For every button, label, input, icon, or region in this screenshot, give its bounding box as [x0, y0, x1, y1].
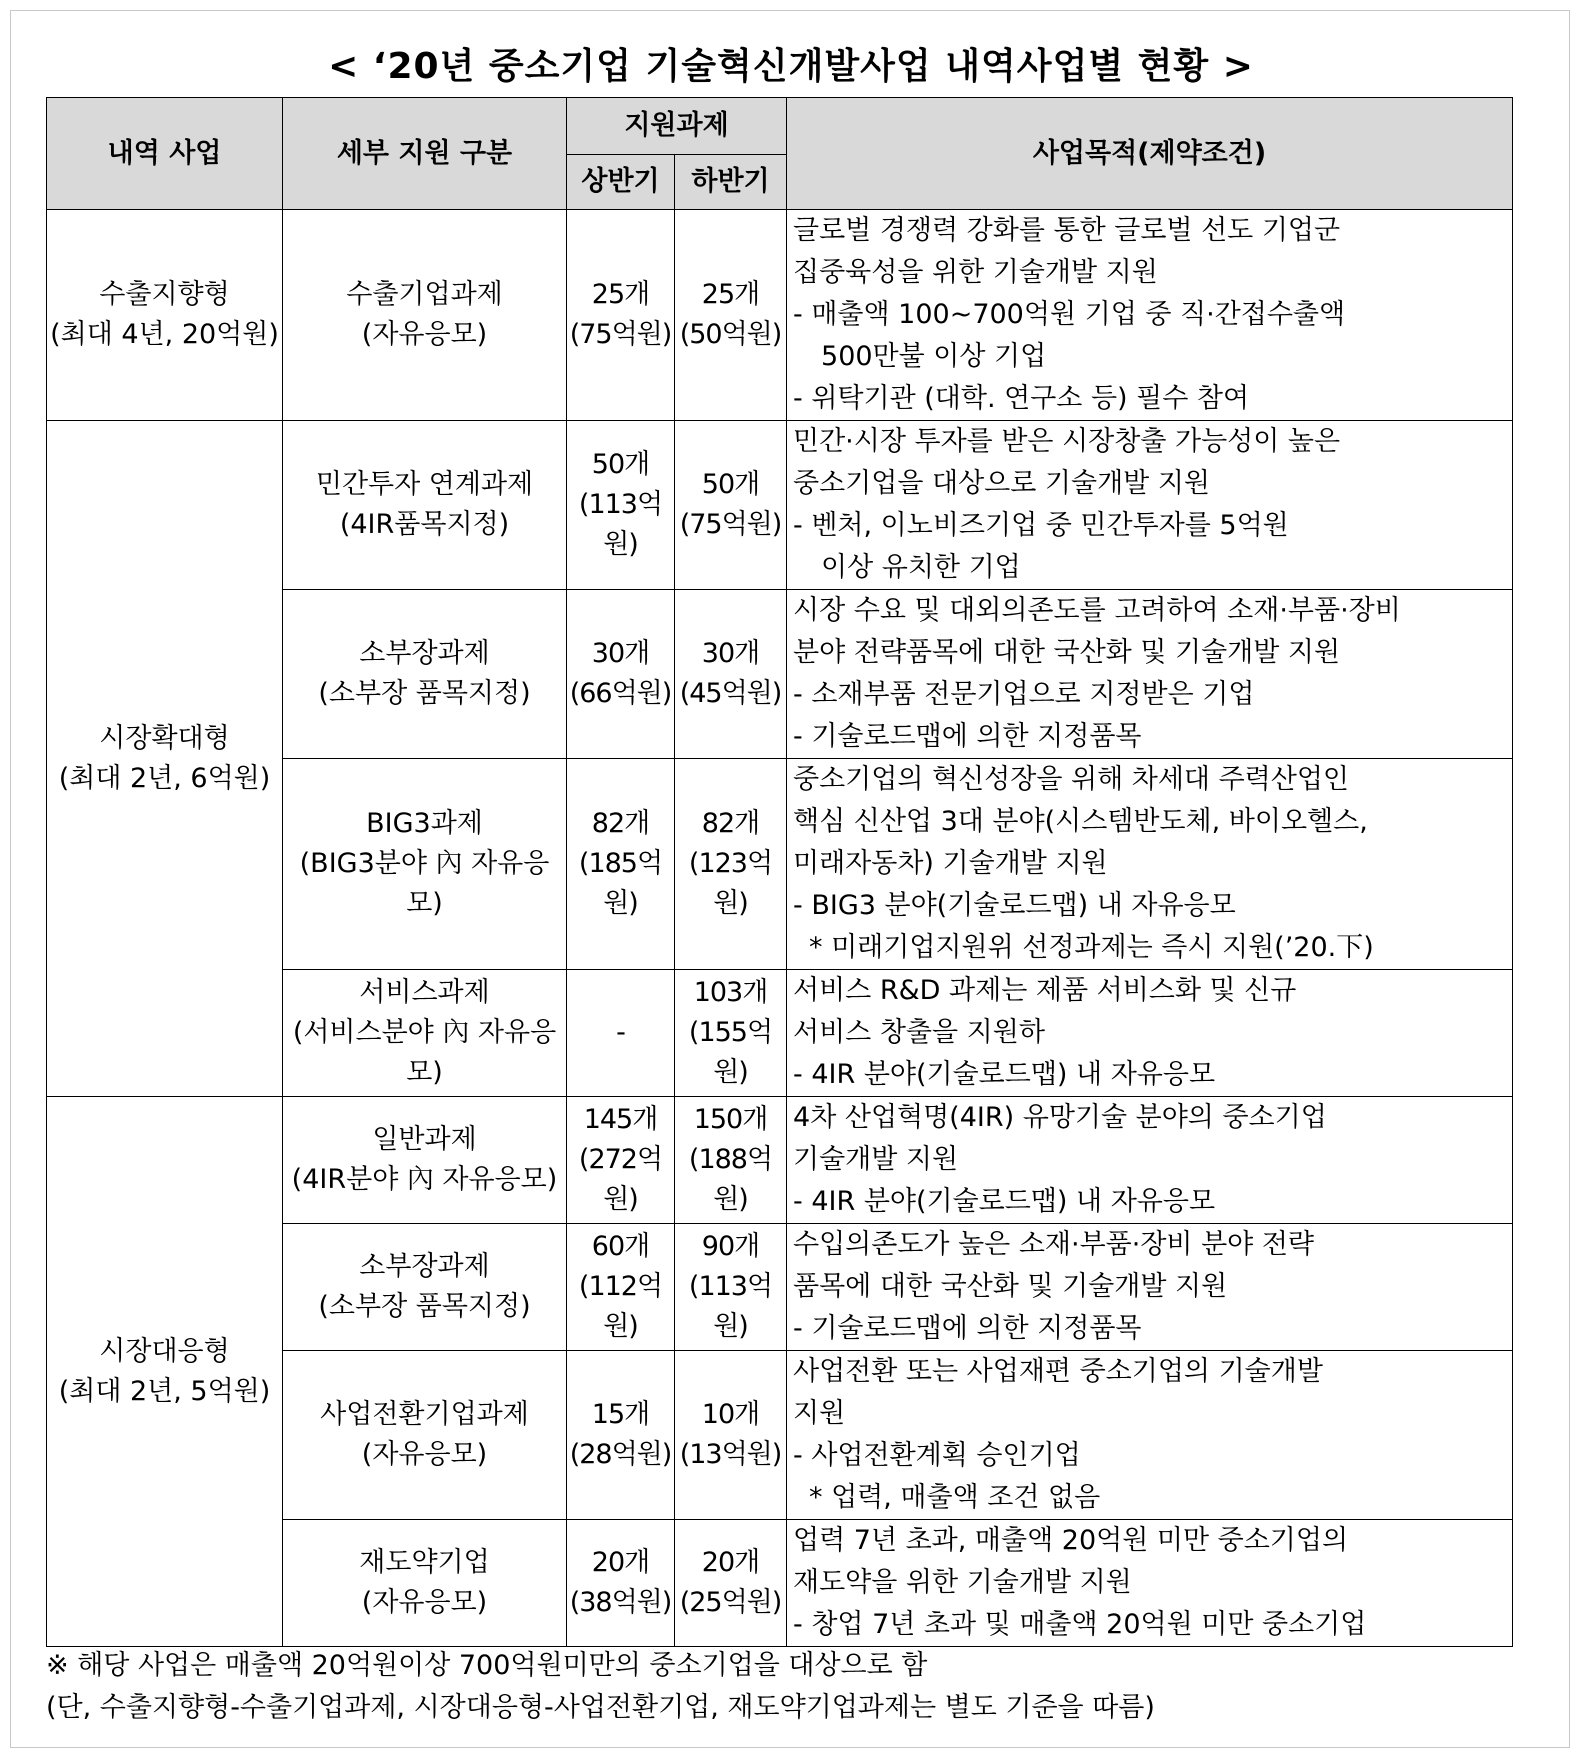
detail-name: 소부장과제 — [359, 638, 490, 669]
first-half-budget: (66억원) — [569, 678, 672, 709]
second-half-cell — [675, 1097, 787, 1224]
category-limit: (최대 2년, 6억원) — [58, 762, 271, 794]
second-half-cell — [675, 1351, 787, 1520]
header-purpose: 사업목적(제약조건) — [787, 98, 1513, 210]
purpose-line: 이상 유치한 기업 — [821, 552, 1021, 583]
second-half-budget: (155억원) — [688, 1017, 773, 1088]
first-half-count: 25개 — [591, 279, 650, 310]
purpose-cell — [787, 1351, 1513, 1520]
purpose-line: 민간·시장 투자를 받은 시장창출 가능성이 높은 — [793, 426, 1341, 457]
purpose-line: * 미래기업지원위 선정과제는 즉시 지원(’20.下) — [809, 932, 1374, 963]
table-row — [47, 1097, 1513, 1224]
first-half-count: 82개 — [591, 808, 650, 839]
purpose-line: - 소재부품 전문기업으로 지정받은 기업 — [793, 679, 1255, 710]
detail-note: (자유응모) — [361, 319, 488, 350]
header-second-half: 하반기 — [675, 155, 787, 210]
first-half-cell — [567, 421, 675, 590]
purpose-line: 지원 — [793, 1398, 846, 1429]
first-half-cell — [567, 590, 675, 759]
category-limit: (최대 2년, 5억원) — [58, 1375, 271, 1407]
purpose-line: 500만불 이상 기업 — [821, 341, 1047, 372]
first-half-budget: (112억원) — [578, 1271, 663, 1342]
page-title: < ‘20년 중소기업 기술혁신개발사업 내역사업별 현황 > — [328, 46, 1254, 87]
purpose-cell — [787, 421, 1513, 590]
detail-name: BIG3과제 — [366, 808, 483, 839]
purpose-line: - 매출액 100~700억원 기업 중 직·간접수출액 — [793, 299, 1346, 330]
second-half-count: 25개 — [701, 279, 760, 310]
first-half-budget: (185억원) — [578, 848, 663, 919]
table-row — [47, 421, 1513, 590]
header-tasks: 지원과제 — [567, 98, 787, 155]
category-name: 수출지향형 — [99, 279, 230, 310]
first-half-budget: (75억원) — [569, 319, 672, 350]
purpose-line: - 사업전환계획 승인기업 — [793, 1440, 1081, 1471]
second-half-count: 30개 — [701, 638, 760, 669]
purpose-line: 핵심 신산업 3대 분야(시스템반도체, 바이오헬스, — [793, 806, 1368, 837]
first-half-budget: (28억원) — [569, 1439, 672, 1470]
purpose-line: - 4IR 분야(기술로드맵) 내 자유응모 — [793, 1186, 1216, 1217]
first-half-budget: (272억원) — [578, 1144, 663, 1215]
footnote-line: (단, 수출지향형-수출기업과제, 시장대응형-사업전환기업, 재도약기업과제는 별도 기준을 따름) — [46, 1692, 1155, 1723]
detail-name: 서비스과제 — [359, 977, 490, 1008]
second-half-cell — [675, 590, 787, 759]
footnote-line: ※ 해당 사업은 매출액 20억원이상 700억원미만의 중소기업을 대상으로 함 — [46, 1650, 928, 1681]
second-half-cell — [675, 421, 787, 590]
detail-cell — [283, 970, 567, 1097]
purpose-line: 분야 전략품목에 대한 국산화 및 기술개발 지원 — [793, 637, 1341, 668]
first-half-cell — [567, 1224, 675, 1351]
detail-note: (소부장 품목지정) — [318, 678, 531, 709]
purpose-line: 서비스 창출을 지원하 — [793, 1017, 1045, 1048]
first-half-count: 60개 — [591, 1231, 650, 1262]
detail-name: 사업전환기업과제 — [320, 1399, 529, 1430]
second-half-budget: (50억원) — [679, 319, 782, 350]
detail-cell — [283, 1097, 567, 1224]
detail-name: 소부장과제 — [359, 1251, 490, 1282]
purpose-line: - 4IR 분야(기술로드맵) 내 자유응모 — [793, 1059, 1216, 1090]
purpose-line: - 위탁기관 (대학. 연구소 등) 필수 참여 — [793, 383, 1250, 414]
detail-cell — [283, 210, 567, 421]
purpose-line: - 창업 7년 초과 및 매출액 20억원 미만 중소기업 — [793, 1609, 1367, 1640]
second-half-count: 103개 — [693, 977, 768, 1008]
first-half-count: 30개 — [591, 638, 650, 669]
purpose-line: 품목에 대한 국산화 및 기술개발 지원 — [793, 1271, 1228, 1302]
category-name: 시장대응형 — [99, 1335, 230, 1367]
second-half-cell — [675, 970, 787, 1097]
category-cell — [47, 1097, 283, 1647]
header-first-half: 상반기 — [567, 155, 675, 210]
purpose-line: 업력 7년 초과, 매출액 20억원 미만 중소기업의 — [793, 1525, 1349, 1556]
header-category: 내역 사업 — [47, 98, 283, 210]
detail-cell — [283, 1520, 567, 1647]
first-half-cell — [567, 1520, 675, 1647]
footnote — [46, 1645, 1155, 1729]
purpose-line: 중소기업을 대상으로 기술개발 지원 — [793, 468, 1210, 499]
first-half-count: - — [616, 1017, 625, 1048]
purpose-cell — [787, 1520, 1513, 1647]
second-half-count: 90개 — [701, 1231, 760, 1262]
second-half-count: 10개 — [701, 1399, 760, 1430]
purpose-line: 시장 수요 및 대외의존도를 고려하여 소재·부품·장비 — [793, 595, 1401, 626]
first-half-count: 15개 — [591, 1399, 650, 1430]
second-half-cell — [675, 1520, 787, 1647]
purpose-line: 글로벌 경쟁력 강화를 통한 글로벌 선도 기업군 — [793, 215, 1341, 246]
detail-cell — [283, 590, 567, 759]
table-row — [47, 210, 1513, 421]
second-half-budget: (13억원) — [679, 1439, 782, 1470]
detail-name: 일반과제 — [372, 1124, 477, 1155]
detail-note: (소부장 품목지정) — [318, 1291, 531, 1322]
first-half-count: 50개 — [591, 449, 650, 480]
first-half-count: 145개 — [583, 1104, 658, 1135]
detail-cell — [283, 1351, 567, 1520]
purpose-cell — [787, 590, 1513, 759]
detail-note: (자유응모) — [361, 1439, 488, 1470]
second-half-budget: (75억원) — [679, 509, 782, 540]
purpose-line: - BIG3 분야(기술로드맵) 내 자유응모 — [793, 890, 1236, 921]
purpose-line: - 기술로드맵에 의한 지정품목 — [793, 721, 1142, 752]
first-half-cell — [567, 970, 675, 1097]
first-half-cell — [567, 1351, 675, 1520]
purpose-line: 수입의존도가 높은 소재·부품·장비 분야 전략 — [793, 1229, 1314, 1260]
purpose-cell — [787, 759, 1513, 970]
second-half-cell — [675, 1224, 787, 1351]
purpose-line: 재도약을 위한 기술개발 지원 — [793, 1567, 1132, 1598]
purpose-line: 미래자동차) 기술개발 지원 — [793, 848, 1108, 879]
purpose-line: - 기술로드맵에 의한 지정품목 — [793, 1313, 1142, 1344]
purpose-line: 4차 산업혁명(4IR) 유망기술 분야의 중소기업 — [793, 1102, 1327, 1133]
detail-name: 재도약기업 — [359, 1547, 490, 1578]
first-half-budget: (38억원) — [569, 1587, 672, 1618]
detail-note: (자유응모) — [361, 1587, 488, 1618]
purpose-line: - 벤처, 이노비즈기업 중 민간투자를 5억원 — [793, 510, 1289, 541]
first-half-cell — [567, 210, 675, 421]
detail-name: 민간투자 연계과제 — [315, 469, 534, 500]
category-name: 시장확대형 — [99, 722, 230, 754]
detail-cell — [283, 759, 567, 970]
second-half-count: 20개 — [701, 1547, 760, 1578]
category-cell — [47, 210, 283, 421]
first-half-cell — [567, 1097, 675, 1224]
second-half-budget: (123억원) — [688, 848, 773, 919]
category-cell — [47, 421, 283, 1097]
purpose-line: 집중육성을 위한 기술개발 지원 — [793, 257, 1158, 288]
purpose-cell — [787, 1224, 1513, 1351]
first-half-budget: (113억원) — [578, 489, 663, 560]
second-half-count: 50개 — [701, 469, 760, 500]
purpose-cell — [787, 210, 1513, 421]
purpose-line: 기술개발 지원 — [793, 1144, 959, 1175]
second-half-cell — [675, 759, 787, 970]
second-half-count: 82개 — [701, 808, 760, 839]
second-half-budget: (25억원) — [679, 1587, 782, 1618]
first-half-cell — [567, 759, 675, 970]
header-detail: 세부 지원 구분 — [283, 98, 567, 210]
purpose-line: * 업력, 매출액 조건 없음 — [809, 1482, 1101, 1513]
program-table — [46, 97, 1513, 1647]
second-half-budget: (113억원) — [688, 1271, 773, 1342]
detail-name: 수출기업과제 — [346, 279, 503, 310]
purpose-cell — [787, 970, 1513, 1097]
purpose-line: 사업전환 또는 사업재편 중소기업의 기술개발 — [793, 1356, 1323, 1387]
purpose-cell — [787, 1097, 1513, 1224]
category-limit: (최대 4년, 20억원) — [50, 319, 279, 350]
detail-note: (서비스분야 內 자유응모) — [292, 1017, 557, 1088]
first-half-count: 20개 — [591, 1547, 650, 1578]
purpose-line: 서비스 R&D 과제는 제품 서비스화 및 신규 — [793, 975, 1297, 1006]
detail-note: (4IR분야 內 자유응모) — [291, 1164, 558, 1195]
detail-note: (BIG3분야 內 자유응모) — [299, 848, 550, 919]
second-half-count: 150개 — [693, 1104, 768, 1135]
detail-cell — [283, 1224, 567, 1351]
second-half-budget: (45억원) — [679, 678, 782, 709]
detail-cell — [283, 421, 567, 590]
purpose-line: 중소기업의 혁신성장을 위해 차세대 주력산업인 — [793, 764, 1349, 795]
second-half-budget: (188억원) — [688, 1144, 773, 1215]
second-half-cell — [675, 210, 787, 421]
detail-note: (4IR품목지정) — [339, 509, 510, 540]
